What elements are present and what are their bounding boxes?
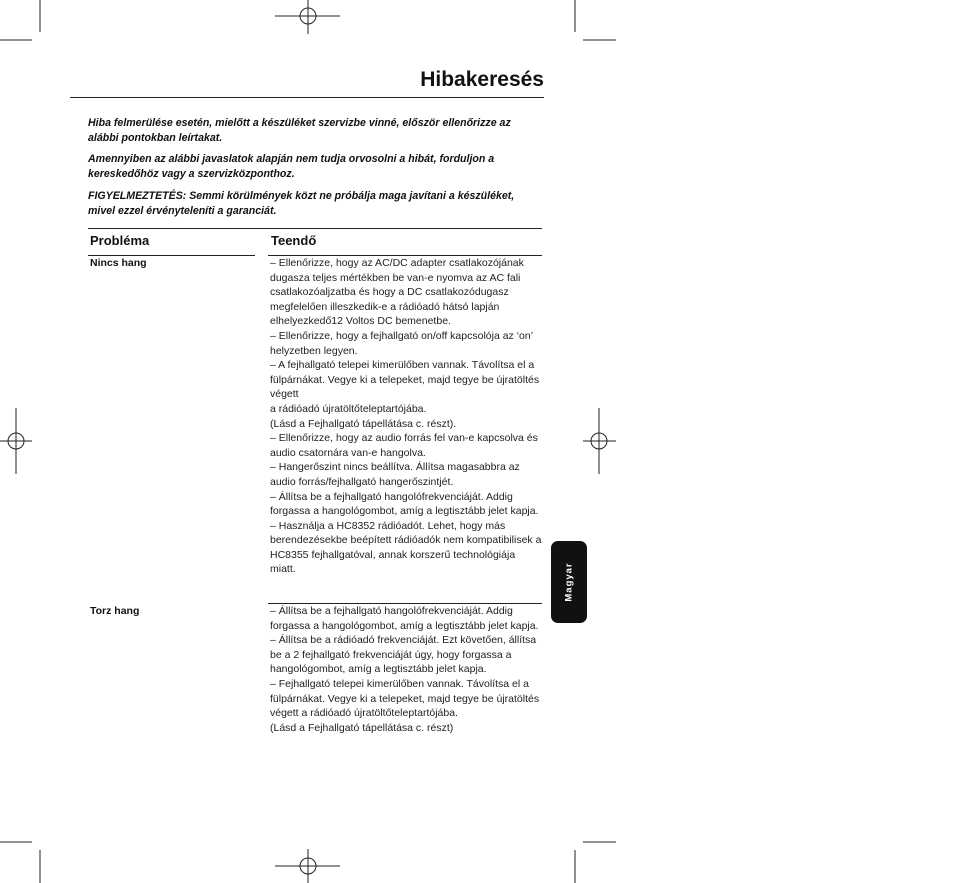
language-tab	[551, 541, 587, 623]
remedy-item: – Hangerőszint nincs beállítva. Állítsa magasabbra az audio forrás/fejhallgató hangerőszintjét.	[270, 461, 520, 488]
registration-mark-right	[583, 408, 616, 474]
warning-paragraph: FIGYELMEZTETÉS: Semmi körülmények közt ne próbálja maga javítani a készüléket, mivel ezzel érvényteleníti a garanciát.	[88, 190, 515, 217]
intro-paragraph: Hiba felmerülése esetén, mielőtt a készüléket szervizbe vinné, először ellenőrizze az alábbi pontokban leírtakat.	[88, 117, 511, 144]
remedy-item: (Lásd a Fejhallgató tápellátása c. részt).	[270, 417, 457, 430]
remedy-item: – Ellenőrizze, hogy az audio forrás fel van-e kapcsolva és audio csatornára van-e hangolva.	[270, 432, 538, 459]
remedy-item: – Állítsa be a fejhallgató hangolófrekvenciáját. Addig forgassa a hangológombot, amíg a legtisztább jelet kapja.	[270, 490, 539, 518]
problem-label: Torz hang	[90, 605, 140, 617]
remedy-item: a rádióadó újratöltőteleptartójába.	[270, 402, 427, 415]
language-tab-label: Magyar	[563, 562, 575, 602]
intro-paragraph: Amennyiben az alábbi javaslatok alapján nem tudja orvosolni a hibát, forduljon a kereskedőhöz vagy a szervizközponthoz.	[88, 153, 495, 180]
remedy-list	[270, 604, 542, 735]
column-header-remedy: Teendő	[271, 233, 317, 248]
registration-mark-left	[0, 408, 32, 474]
remedy-item: – Használja a HC8352 rádióadót. Lehet, hogy más berendezésekbe beépített rádióadók nem kompatibilisek a HC8355 fejhallgatóval, annak korszerű technológiája miatt.	[270, 519, 542, 576]
remedy-item: – A fejhallgató telepei kimerülőben vannak. Távolítsa el a fülpárnákat. Vegye ki a telepeket, majd tegye be újratöltés végett	[270, 359, 540, 401]
remedy-item: (Lásd a Fejhallgató tápellátása c. részt)	[270, 721, 454, 734]
remedy-item: – Állítsa be a fejhallgató hangolófrekvenciáját. Addig forgassa a hangológombot, amíg a legtisztább jelet kapja.	[270, 605, 539, 632]
remedy-list	[270, 256, 542, 577]
title-divider	[70, 97, 544, 98]
registration-mark-bottom	[275, 849, 340, 883]
table-top-rule	[88, 228, 542, 229]
page-title: Hibakeresés	[420, 68, 544, 91]
table-header-rule	[88, 255, 255, 256]
remedy-item: – Ellenőrizze, hogy a fejhallgató on/off kapcsolója az ‘on’ helyzetben legyen.	[270, 329, 533, 357]
remedy-item: – Fejhallgató telepei kimerülőben vannak. Távolítsa el a fülpárnákat. Vegye ki a telepeket, majd tegye be újratöltés végett a rádióadó újratöltőteleptartójába.	[270, 677, 540, 720]
remedy-item: – Állítsa be a rádióadó frekvenciáját. Ezt követően, állítsa be a 2 fejhallgató frekvenciáját úgy, hogy forgassa a hangológombot, amíg a legtisztább jelet kapja.	[270, 634, 537, 676]
remedy-item: – Ellenőrizze, hogy az AC/DC adapter csatlakozójának dugasza teljes mértékben be van-e nyomva az AC fali csatlakozóaljzatba és hogy a DC csatlakozódugasz megfelelően illeszkedik-e a rádióadó hátsó lapján elhelyezkedő12 Voltos DC bemenetbe.	[270, 257, 524, 328]
registration-mark-top	[275, 0, 340, 34]
problem-label: Nincs hang	[90, 257, 147, 269]
column-header-problem: Probléma	[90, 233, 150, 248]
